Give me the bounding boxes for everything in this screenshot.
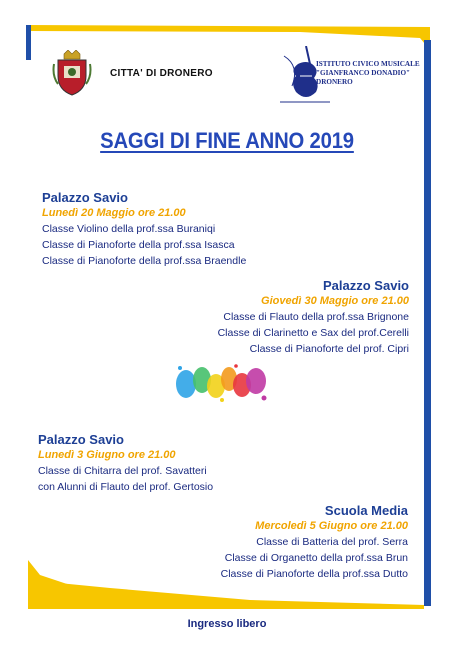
- event-date: Lunedì 3 Giugno ore 21.00: [38, 449, 176, 461]
- event-block-1: [42, 190, 246, 269]
- coat-of-arms-icon: [52, 50, 92, 96]
- event-class: con Alunni di Flauto del prof. Gertosio: [38, 481, 214, 493]
- event-venue: Scuola Media: [324, 503, 408, 518]
- header: [52, 46, 422, 106]
- event-class: Classe di Batteria del prof. Serra: [256, 536, 408, 548]
- event-date: Lunedì 20 Maggio ore 21.00: [42, 207, 186, 219]
- event-venue: Palazzo Savio: [323, 278, 409, 293]
- event-block-4: [221, 503, 408, 582]
- event-venue: Palazzo Savio: [42, 190, 128, 205]
- event-class: Classe di Pianoforte della prof.ssa Isasca: [42, 239, 235, 251]
- right-blue-stripe: [424, 40, 431, 606]
- entry-note: Ingresso libero: [187, 618, 267, 630]
- event-venue: Palazzo Savio: [38, 432, 124, 447]
- event-date: Giovedì 30 Maggio ore 21.00: [261, 295, 409, 307]
- event-class: Classe di Pianoforte della prof.ssa Dutto: [220, 568, 408, 580]
- event-class: Classe di Pianoforte del prof. Cipri: [249, 343, 409, 355]
- event-class: Classe di Flauto della prof.ssa Brignone: [223, 311, 409, 323]
- school-name-line1: ISTITUTO CIVICO MUSICALE: [316, 60, 420, 68]
- event-class: Classe di Organetto della prof.ssa Brun: [224, 552, 408, 564]
- left-blue-stripe: [26, 25, 31, 60]
- event-date: Mercoledì 5 Giugno ore 21.00: [255, 520, 408, 532]
- school-name-line3: DRONERO: [316, 78, 353, 86]
- paint-splash-icon: [174, 362, 270, 404]
- school-name-line2: "GIANFRANCO DONADIO": [316, 69, 411, 77]
- event-block-2: [218, 278, 409, 357]
- city-name: CITTA' DI DRONERO: [110, 68, 213, 79]
- school-name: [316, 60, 426, 87]
- event-class: Classe di Clarinetto e Sax del prof.Cerelli: [217, 327, 409, 339]
- event-block-3: [38, 432, 213, 495]
- event-class: Classe Violino della prof.ssa Buraniqi: [42, 223, 216, 235]
- event-class: Classe di Chitarra del prof. Savatteri: [38, 465, 207, 477]
- page-title: SAGGI DI FINE ANNO 2019: [100, 128, 354, 153]
- event-class: Classe di Pianoforte della prof.ssa Braendle: [42, 255, 247, 267]
